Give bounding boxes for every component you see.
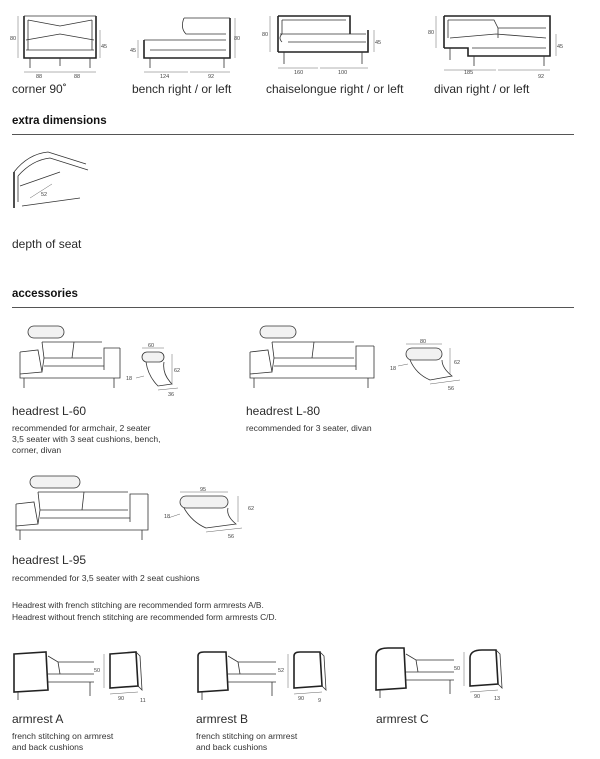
armrest-a-dim-width: 11 bbox=[140, 698, 146, 704]
l95-dim-thick: 18 bbox=[164, 514, 171, 520]
armrest-b-part-drawing bbox=[280, 646, 340, 706]
extra-dimensions-rule bbox=[12, 134, 574, 135]
corner-label: corner 90˚ bbox=[12, 82, 67, 96]
bench-dim-length: 124 bbox=[160, 74, 170, 80]
headrest-l80-desc: recommended for 3 seater, divan bbox=[246, 423, 372, 433]
armrest-c-sofa-drawing bbox=[370, 640, 460, 700]
armrest-a-dim-height: 50 bbox=[94, 668, 101, 674]
accessories-rule bbox=[12, 307, 574, 308]
armrest-a-sofa-drawing bbox=[10, 642, 100, 702]
armrest-b-dim-height: 52 bbox=[278, 668, 285, 674]
bench-label: bench right / or left bbox=[132, 82, 232, 96]
headrest-note-2: Headrest without french stitching are recommended form armrests C/D. bbox=[12, 612, 277, 622]
divan-label: divan right / or left bbox=[434, 82, 530, 96]
headrest-l80-part-drawing bbox=[390, 339, 480, 398]
headrest-l95-desc: recommended for 3,5 seater with 2 seat cushions bbox=[12, 573, 200, 583]
headrest-l95-sofa-drawing bbox=[10, 472, 152, 548]
armrest-b-desc: french stitching on armrest and back cushions bbox=[196, 731, 298, 752]
seat-depth-dim: 52 bbox=[41, 192, 48, 198]
corner-dim-w1: 88 bbox=[36, 74, 43, 80]
chaiselongue-module-drawing bbox=[258, 8, 388, 80]
l60-dim-thick: 18 bbox=[126, 376, 133, 382]
l80-dim-thick: 18 bbox=[390, 366, 397, 372]
armrest-a-part-drawing bbox=[96, 646, 156, 706]
headrest-note-1: Headrest with french stitching are recommended form armrests A/B. bbox=[12, 600, 264, 610]
chaise-dim-height: 80 bbox=[262, 32, 269, 38]
corner-dim-seat: 45 bbox=[101, 44, 108, 50]
headrest-l60-sofa-drawing bbox=[14, 322, 126, 394]
bench-dim-height: 80 bbox=[234, 36, 241, 42]
seat-depth-drawing bbox=[8, 146, 88, 216]
headrest-l60-part-drawing bbox=[126, 343, 202, 402]
extra-dimensions-heading: extra dimensions bbox=[12, 115, 107, 127]
armrest-a-title: armrest A bbox=[12, 712, 64, 726]
l95-dim-height: 62 bbox=[248, 506, 255, 512]
armrest-b-dim-depth: 90 bbox=[298, 696, 305, 702]
seat-depth-label: depth of seat bbox=[12, 237, 82, 251]
divan-dim-height: 80 bbox=[428, 30, 435, 36]
l80-dim-width: 80 bbox=[420, 339, 427, 345]
l80-dim-height: 62 bbox=[454, 360, 461, 366]
divan-module-drawing bbox=[428, 8, 568, 80]
headrest-l60-desc: recommended for armchair, 2 seater 3,5 seater with 3 seat cushions, bench, corner, divan bbox=[12, 423, 161, 455]
armrest-c-title: armrest C bbox=[376, 712, 429, 726]
headrest-l60-title: headrest L-60 bbox=[12, 404, 87, 418]
l80-dim-depth: 56 bbox=[448, 386, 455, 392]
armrest-b-dim-width: 9 bbox=[318, 698, 322, 704]
armrest-c-dim-width: 13 bbox=[494, 696, 501, 702]
armrest-a-dim-depth: 90 bbox=[118, 696, 125, 702]
corner-dim-height: 80 bbox=[10, 36, 17, 42]
corner-module-drawing bbox=[10, 10, 110, 80]
bench-dim-seat: 45 bbox=[130, 48, 137, 54]
armrest-c-part-drawing bbox=[456, 644, 516, 704]
l60-dim-depth: 36 bbox=[168, 392, 175, 398]
chaise-dim-seat: 45 bbox=[375, 40, 382, 46]
headrest-l80-title: headrest L-80 bbox=[246, 404, 321, 418]
corner-dim-w2: 88 bbox=[74, 74, 81, 80]
armrest-c-dim-depth: 90 bbox=[474, 694, 481, 700]
divan-dim-width: 92 bbox=[538, 74, 545, 80]
armrest-c-dim-height: 50 bbox=[454, 666, 461, 672]
bench-dim-depth: 92 bbox=[208, 74, 215, 80]
armrest-a-desc: french stitching on armrest and back cushions bbox=[12, 731, 114, 752]
headrest-l95-title: headrest L-95 bbox=[12, 553, 87, 567]
l60-dim-width: 60 bbox=[148, 343, 155, 349]
chaise-dim-width: 100 bbox=[338, 70, 348, 76]
armrest-b-title: armrest B bbox=[196, 712, 249, 726]
chaise-dim-length: 160 bbox=[294, 70, 304, 76]
divan-dim-length: 185 bbox=[464, 70, 474, 76]
accessories-heading: accessories bbox=[12, 288, 78, 300]
headrest-l95-part-drawing bbox=[166, 488, 264, 546]
chaiselongue-label: chaiselongue right / or left bbox=[266, 82, 404, 96]
armrest-b-sofa-drawing bbox=[192, 642, 285, 702]
l95-dim-depth: 56 bbox=[228, 534, 235, 540]
bench-module-drawing bbox=[130, 10, 240, 80]
l95-dim-width: 95 bbox=[200, 487, 207, 493]
l60-dim-height: 62 bbox=[174, 368, 181, 374]
divan-dim-seat: 45 bbox=[557, 44, 564, 50]
headrest-l80-sofa-drawing bbox=[244, 322, 380, 394]
